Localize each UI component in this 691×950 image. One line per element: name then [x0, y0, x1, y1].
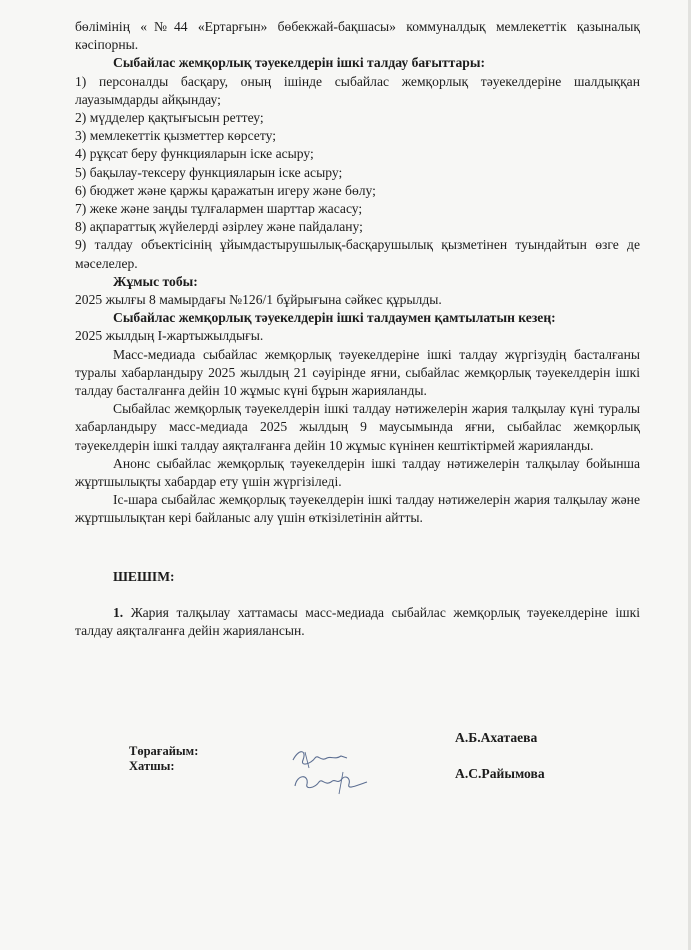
document-body [75, 18, 640, 640]
list-item: 3) мемлекеттік қызметтер көрсету; [75, 128, 276, 144]
list-item: 6) бюджет және қаржы қаражатын игеру және бөлу; [75, 182, 376, 198]
spacer [75, 586, 640, 604]
chair-label: Төрағайым: [129, 744, 199, 758]
decision-item [75, 604, 640, 640]
directions-heading: Сыбайлас жемқорлық тәуекелдерін ішкі талдау бағыттары: [113, 55, 485, 71]
workgroup-heading: Жұмыс тобы: [113, 273, 198, 289]
handwritten-signature [285, 738, 375, 798]
secretary-label: Хатшы: [129, 759, 175, 773]
directions-list [75, 73, 640, 273]
list-item: 7) жеке және заңды тұлғалармен шарттар жасасу; [75, 201, 363, 217]
list-item: 1) персоналды басқару, оның ішінде сыбайлас жемқорлық тәуекелдеріне шалдыққан лауазымдарды айқындау; [75, 73, 640, 107]
chair-name: А.Б.Ахатаева [455, 730, 538, 745]
list-item: 8) ақпараттық жүйелерді әзірлеу және пайдалану; [75, 219, 363, 235]
list-item: 2) мүдделер қақтығысын реттеу; [75, 110, 264, 126]
paragraph: Масс-медиада сыбайлас жемқорлық тәуекелдеріне ішкі талдау жүргізудің басталғаны туралы хабарландыру 2025 жылдың 21 сәуірінде яғни, сыбайлас жемқорлық тәуекелдерін ішкі талдау басталғанға дейін 10 жұмыс күні бұрын жарияланды. [75, 346, 640, 399]
intro-text: бөлімінің «№44 «Ертарғын» бөбекжай-бақшасы» коммуналдық мемлекеттік қазыналық кәсіпорны. [75, 19, 640, 53]
paragraph: Сыбайлас жемқорлық тәуекелдерін ішкі талдау нәтижелерін жария талқылау күні туралы хабарландыру масс-медиада 2025 жылдың 9 маусымында яғни, сыбайлас жемқорлық тәуекелдерін ішкі талдау аяқталғанға дейін 10 жұмыс күнінен кештіктірмей жарияланды. [75, 401, 640, 453]
paragraph: Анонс сыбайлас жемқорлық тәуекелдерін ішкі талдау нәтижелерін талқылау бойынша жұртшылықты хабардар ету үшін жүргізіледі. [75, 455, 640, 490]
list-item: 4) рұқсат беру функцияларын іске асыру; [75, 146, 314, 162]
period-heading: Сыбайлас жемқорлық тәуекелдерін ішкі талдаумен қамтылатын кезең: [113, 310, 556, 326]
signature-block [0, 720, 691, 800]
list-item: 5) бақылау-тексеру функцияларын іске асыру; [75, 164, 343, 180]
secretary-name: А.С.Райымова [455, 766, 545, 781]
period-text: 2025 жылдың І-жартыжылдығы. [75, 328, 264, 344]
workgroup-text: 2025 жылғы 8 мамырдағы №126/1 бұйрығына сәйкес құрылды. [75, 292, 442, 308]
paragraph: Іс-шара сыбайлас жемқорлық тәуекелдерін ішкі талдау нәтижелерін жария талқылау және жұртшылықтан кері байланыс алу үшін өткізілетінін айтты. [75, 492, 640, 526]
list-item: 9) талдау объектісінің ұйымдастырушылық-басқарушылық қызметінен туындайтын өзге де мәселелер. [75, 237, 640, 271]
decision-text: Жария талқылау хаттамасы масс-медиада сыбайлас жемқорлық тәуекелдеріне ішкі талдау аяқталғанға дейін жариялансын. [75, 604, 640, 639]
decision-number: 1. [113, 604, 124, 620]
spacer [75, 528, 640, 568]
signature-labels [129, 744, 198, 774]
decision-heading: ШЕШІМ: [113, 568, 175, 584]
